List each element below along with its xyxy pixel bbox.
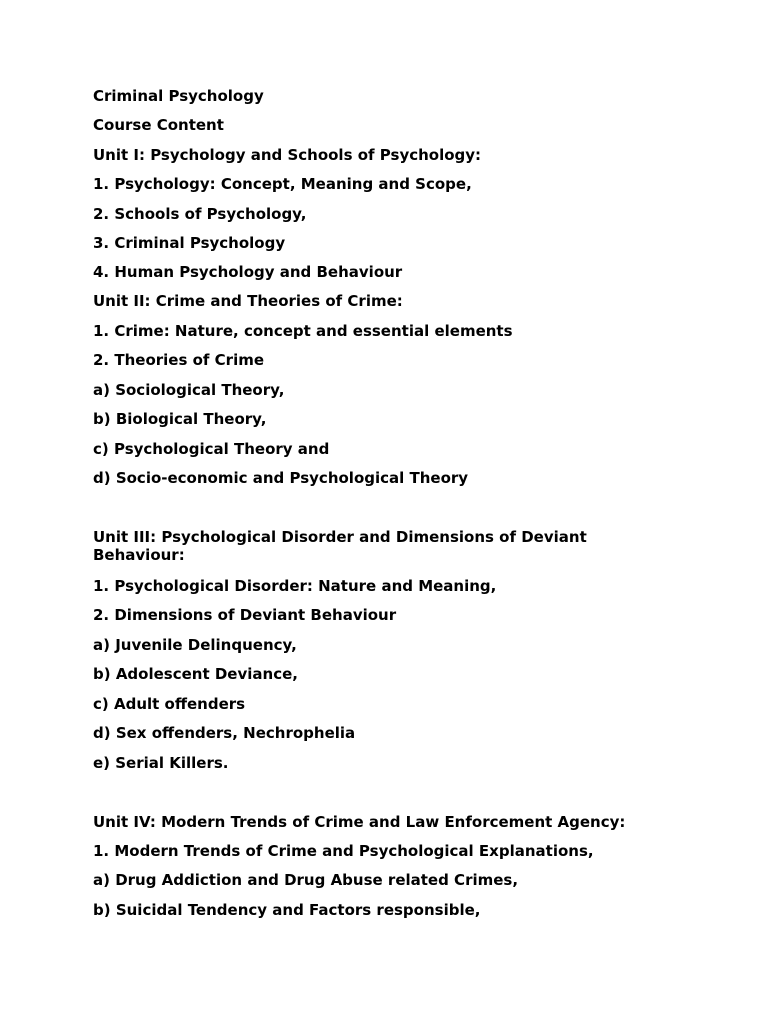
unit-3-item: 2. Dimensions of Deviant Behaviour — [93, 606, 397, 624]
unit-3-item: c) Adult offenders — [93, 695, 246, 713]
document-title: Criminal Psychology — [93, 87, 264, 105]
unit-3-item: b) Adolescent Deviance, — [93, 665, 298, 683]
unit-3-item: a) Juvenile Delinquency, — [93, 636, 297, 654]
unit-2-heading: Unit II: Crime and Theories of Crime: — [93, 292, 403, 310]
unit-1-item: 2. Schools of Psychology, — [93, 205, 307, 223]
unit-4-item: a) Drug Addiction and Drug Abuse related Crimes, — [93, 871, 519, 889]
unit-3-item: d) Sex offenders, Nechrophelia — [93, 724, 356, 742]
unit-2-item: a) Sociological Theory, — [93, 381, 285, 399]
unit-2-item: d) Socio-economic and Psychological Theory — [93, 469, 469, 487]
unit-4-item: b) Suicidal Tendency and Factors responsible, — [93, 901, 481, 919]
unit-2-item: c) Psychological Theory and — [93, 440, 330, 458]
unit-4-item: 1. Modern Trends of Crime and Psychological Explanations, — [93, 842, 594, 860]
unit-1-item: 3. Criminal Psychology — [93, 234, 286, 252]
unit-3-heading: Unit III: Psychological Disorder and Dimensions of Deviant Behaviour: — [93, 528, 587, 564]
unit-1-item: 1. Psychology: Concept, Meaning and Scope, — [93, 175, 472, 193]
unit-1-item: 4. Human Psychology and Behaviour — [93, 263, 403, 281]
unit-2-item: 2. Theories of Crime — [93, 351, 265, 369]
unit-1-heading: Unit I: Psychology and Schools of Psychology: — [93, 146, 482, 164]
unit-3-item: e) Serial Killers. — [93, 754, 229, 772]
unit-2-item: 1. Crime: Nature, concept and essential elements — [93, 322, 513, 340]
unit-3-item: 1. Psychological Disorder: Nature and Meaning, — [93, 577, 497, 595]
unit-4-heading: Unit IV: Modern Trends of Crime and Law Enforcement Agency: — [93, 813, 626, 831]
unit-2-item: b) Biological Theory, — [93, 410, 267, 428]
document-subtitle: Course Content — [93, 116, 224, 134]
